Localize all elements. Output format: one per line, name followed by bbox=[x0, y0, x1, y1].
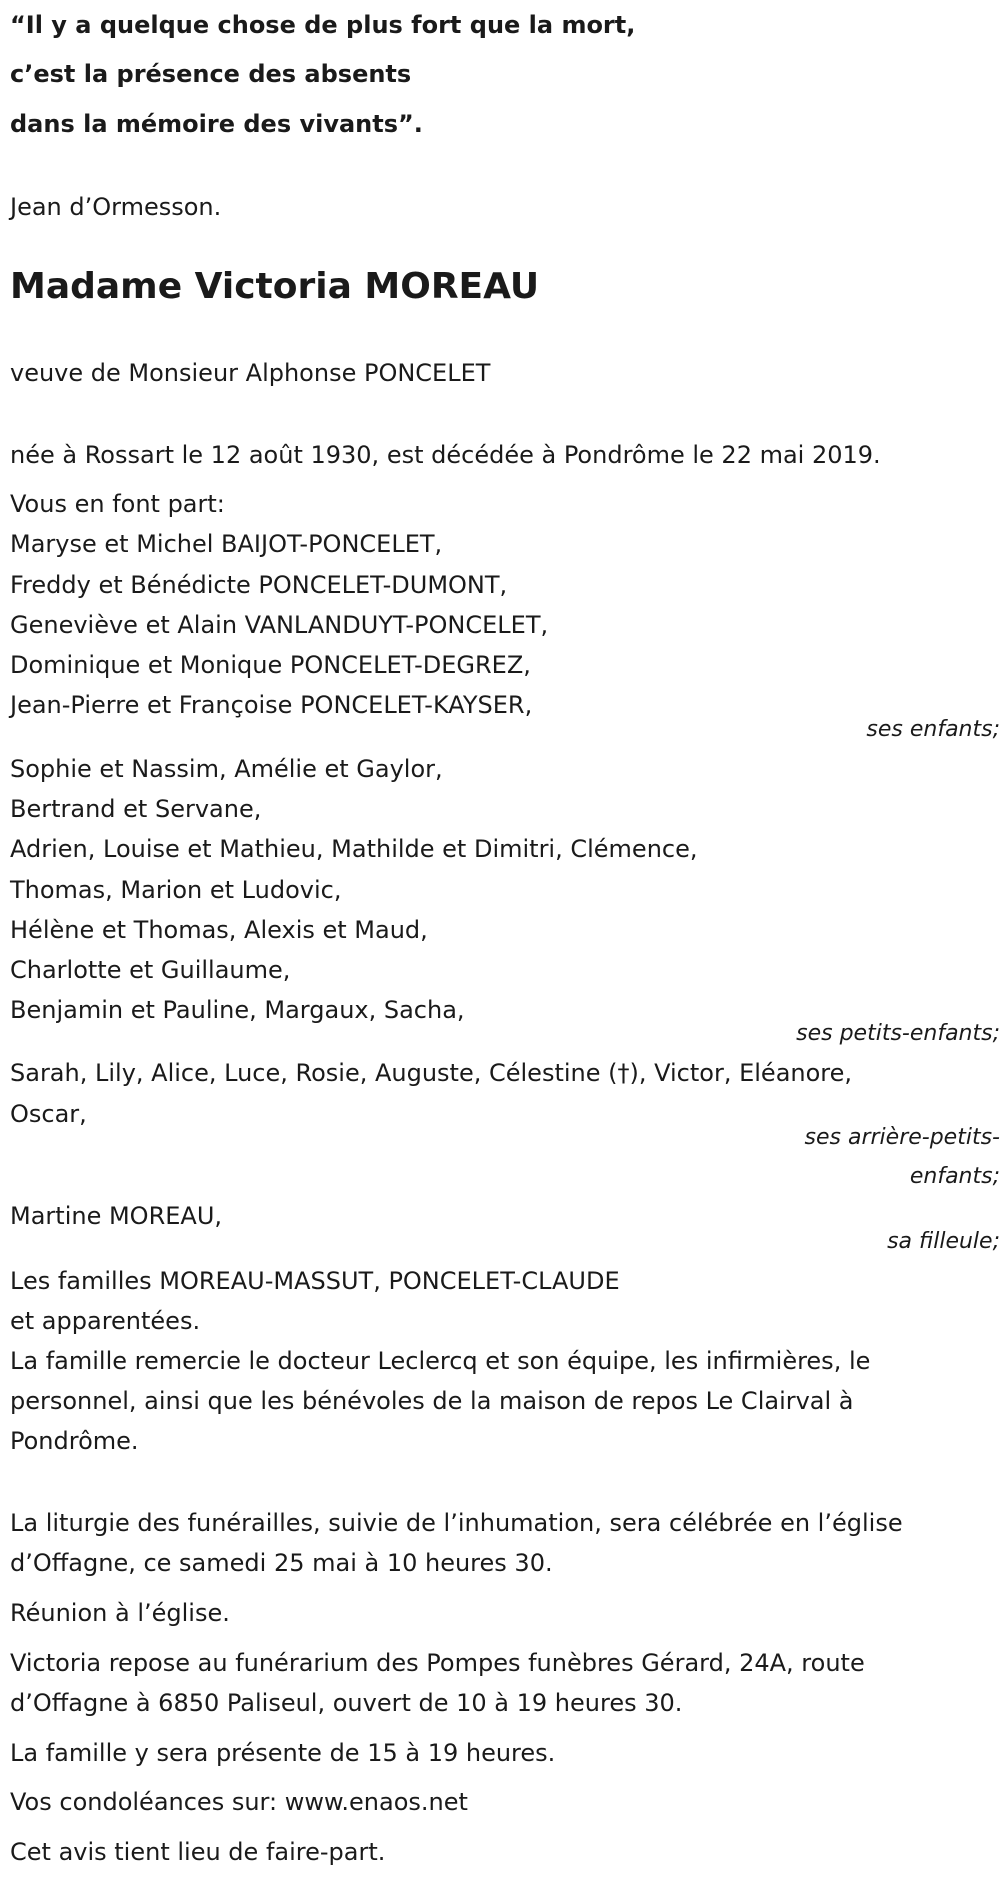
thanks-line-3: Pondrôme. bbox=[10, 1427, 139, 1455]
great-grandchildren-role-line-2: enfants; bbox=[909, 1164, 1000, 1189]
goddaughter-entry: Martine MOREAU, bbox=[10, 1202, 223, 1230]
child-entry: Dominique et Monique PONCELET-DEGREZ, bbox=[10, 651, 531, 679]
great-grandchild-entry: Sarah, Lily, Alice, Luce, Rosie, Auguste, Célestine (†), Victor, Eléanore, bbox=[10, 1059, 853, 1087]
meeting-line: Réunion à l’église. bbox=[10, 1599, 230, 1627]
grandchild-entry: Adrien, Louise et Mathieu, Mathilde et Dimitri, Clémence, bbox=[10, 835, 698, 863]
widow-line: veuve de Monsieur Alphonse PONCELET bbox=[10, 359, 491, 387]
families-line-1: Les familles MOREAU-MASSUT, PONCELET-CLAUDE bbox=[10, 1267, 620, 1295]
condolences-line: Vos condoléances sur: www.enaos.net bbox=[10, 1788, 468, 1816]
thanks-line-2: personnel, ainsi que les bénévoles de la maison de repos Le Clairval à bbox=[10, 1387, 854, 1415]
deceased-name: Madame Victoria MOREAU bbox=[10, 266, 540, 307]
announce-line: Vous en font part: bbox=[10, 490, 225, 518]
grandchild-entry: Hélène et Thomas, Alexis et Maud, bbox=[10, 916, 428, 944]
liturgy-line-2: d’Offagne, ce samedi 25 mai à 10 heures 30. bbox=[10, 1549, 553, 1577]
quote-line-1: “Il y a quelque chose de plus fort que la mort, bbox=[10, 11, 636, 39]
quote-line-2: c’est la présence des absents bbox=[10, 60, 412, 88]
goddaughter-role: sa filleule; bbox=[887, 1229, 1000, 1254]
grandchildren-role: ses petits-enfants; bbox=[796, 1021, 1000, 1046]
birth-death-dates: née à Rossart le 12 août 1930, est décédée à Pondrôme le 22 mai 2019. bbox=[10, 441, 881, 469]
quote-author: Jean d’Ormesson. bbox=[10, 193, 222, 221]
thanks-line-1: La famille remercie le docteur Leclercq et son équipe, les infirmières, le bbox=[10, 1347, 871, 1375]
grandchild-entry: Charlotte et Guillaume, bbox=[10, 956, 291, 984]
great-grandchildren-role-line-1: ses arrière-petits- bbox=[804, 1125, 1000, 1150]
repose-line-1: Victoria repose au funérarium des Pompes funèbres Gérard, 24A, route bbox=[10, 1649, 865, 1677]
grandchild-entry: Thomas, Marion et Ludovic, bbox=[10, 876, 342, 904]
child-entry: Geneviève et Alain VANLANDUYT-PONCELET, bbox=[10, 611, 549, 639]
child-entry: Jean-Pierre et Françoise PONCELET-KAYSER, bbox=[10, 691, 533, 719]
liturgy-line-1: La liturgie des funérailles, suivie de l’inhumation, sera célébrée en l’église bbox=[10, 1509, 903, 1537]
quote-line-3: dans la mémoire des vivants”. bbox=[10, 110, 423, 138]
child-entry: Maryse et Michel BAIJOT-PONCELET, bbox=[10, 530, 443, 558]
families-line-2: et apparentées. bbox=[10, 1307, 201, 1335]
grandchild-entry: Bertrand et Servane, bbox=[10, 795, 262, 823]
children-role: ses enfants; bbox=[866, 717, 1000, 742]
presence-line: La famille y sera présente de 15 à 19 heures. bbox=[10, 1739, 556, 1767]
grandchild-entry: Sophie et Nassim, Amélie et Gaylor, bbox=[10, 755, 443, 783]
child-entry: Freddy et Bénédicte PONCELET-DUMONT, bbox=[10, 571, 508, 599]
great-grandchild-entry: Oscar, bbox=[10, 1100, 87, 1128]
grandchild-entry: Benjamin et Pauline, Margaux, Sacha, bbox=[10, 996, 465, 1024]
repose-line-2: d’Offagne à 6850 Paliseul, ouvert de 10 à 19 heures 30. bbox=[10, 1689, 683, 1717]
notice-line: Cet avis tient lieu de faire-part. bbox=[10, 1838, 386, 1866]
